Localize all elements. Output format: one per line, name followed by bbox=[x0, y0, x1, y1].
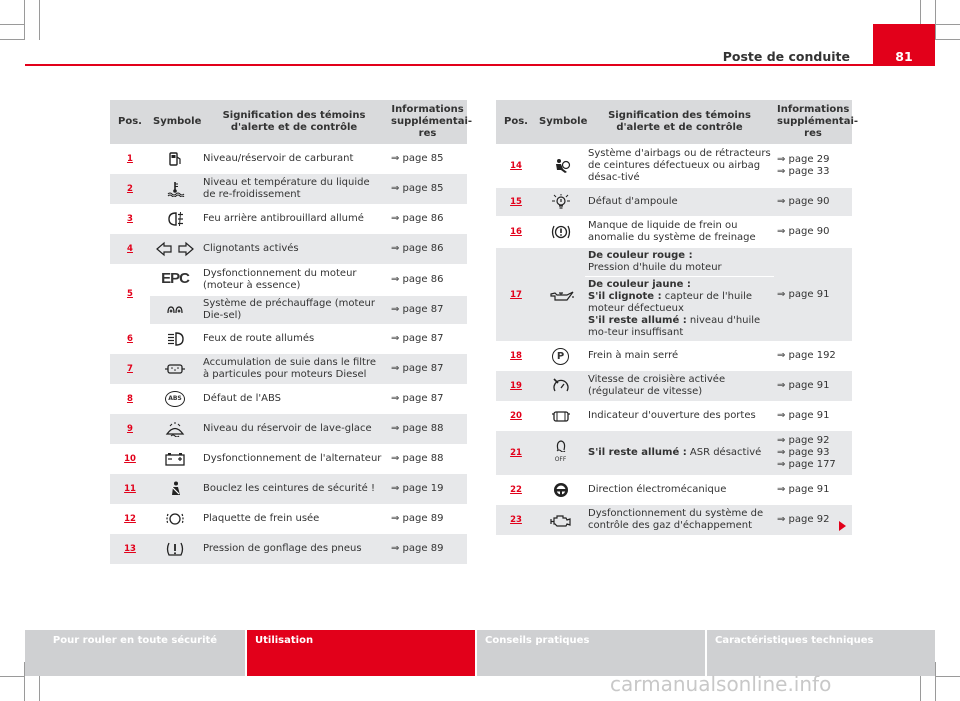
page-reference[interactable]: ⇒ page 87 bbox=[391, 333, 444, 344]
warning-text-yellow bbox=[585, 277, 774, 342]
warning-text: Dysfonctionnement du moteur (moteur à essence) bbox=[203, 268, 357, 291]
epc-icon: EPC bbox=[161, 270, 189, 287]
condition-text: niveau d'huile mo-teur insuffisant bbox=[588, 315, 761, 338]
crop-mark bbox=[935, 0, 936, 40]
page-reference[interactable]: ⇒ page 89 bbox=[388, 534, 467, 564]
page-reference[interactable]: ⇒ page 86 bbox=[388, 234, 467, 264]
warning-lights-table-right bbox=[496, 100, 859, 535]
warning-text-red bbox=[585, 248, 774, 277]
warning-text: Système de préchauffage (moteur Die-sel) bbox=[200, 296, 388, 324]
cruise-control-icon bbox=[550, 378, 572, 394]
page-reference[interactable]: ⇒ page 86 bbox=[391, 213, 444, 224]
crop-mark bbox=[0, 39, 25, 40]
warning-text: Pression de gonflage des pneus bbox=[200, 534, 388, 564]
page-reference[interactable]: ⇒ page 90 bbox=[777, 226, 830, 237]
position-number: 17 bbox=[510, 289, 522, 300]
page-reference[interactable]: ⇒ page 29 ⇒ page 33 bbox=[777, 154, 830, 177]
page-reference[interactable]: ⇒ page 91 bbox=[777, 410, 830, 421]
page-header-title: Poste de conduite bbox=[722, 49, 850, 64]
position-number: 18 bbox=[510, 351, 522, 361]
watermark: carmanualsonline.info bbox=[610, 672, 832, 696]
table-row bbox=[110, 474, 467, 504]
nav-tab-operation[interactable]: Utilisation bbox=[247, 630, 475, 676]
position-number: 9 bbox=[127, 424, 133, 434]
table-row bbox=[110, 234, 467, 264]
page-reference[interactable]: ⇒ page 88 bbox=[391, 453, 444, 464]
warning-text: Vitesse de croisière activée (régulateur de vitesse) bbox=[585, 371, 774, 401]
abs-icon bbox=[165, 391, 185, 407]
page-reference[interactable]: ⇒ page 85 bbox=[391, 153, 444, 164]
rear-fog-light-icon bbox=[164, 211, 186, 227]
position-number: 10 bbox=[124, 454, 136, 464]
warning-text: Plaquette de frein usée bbox=[203, 513, 320, 524]
table-row bbox=[110, 384, 467, 414]
continue-arrow-icon bbox=[839, 521, 846, 531]
table-row bbox=[110, 264, 467, 296]
battery-icon bbox=[164, 451, 186, 467]
col-header-pos: Pos. bbox=[496, 100, 536, 144]
page-reference[interactable]: ⇒ page 91 bbox=[774, 248, 852, 341]
tyre-pressure-icon bbox=[164, 541, 186, 557]
high-beam-icon bbox=[164, 331, 186, 347]
page-reference[interactable]: ⇒ page 87 bbox=[391, 393, 444, 404]
page-reference[interactable]: ⇒ page 88 bbox=[388, 414, 467, 444]
table-row bbox=[496, 248, 852, 277]
position-number: 20 bbox=[510, 411, 522, 421]
col-header-symbol: Symbole bbox=[150, 100, 200, 144]
particulate-filter-icon bbox=[164, 361, 186, 377]
position-number: 22 bbox=[510, 485, 522, 495]
asr-off-icon-label: OFF bbox=[554, 456, 567, 463]
position-number: 5 bbox=[127, 289, 133, 299]
parking-brake-icon-label: P bbox=[556, 350, 565, 362]
table-row bbox=[496, 216, 852, 248]
brake-pad-wear-icon bbox=[164, 511, 186, 527]
condition-label: S'il clignote : bbox=[588, 291, 662, 302]
page-reference[interactable]: ⇒ page 90 bbox=[774, 188, 852, 216]
door-open-icon bbox=[550, 408, 572, 424]
table-row bbox=[110, 504, 467, 534]
table-row bbox=[110, 204, 467, 234]
position-number: 4 bbox=[127, 244, 133, 254]
warning-text: Niveau du réservoir de lave-glace bbox=[200, 414, 388, 444]
table-row bbox=[496, 371, 852, 401]
page-reference[interactable]: ⇒ page 91 bbox=[777, 484, 830, 495]
glow-plug-icon bbox=[164, 302, 186, 318]
table-row bbox=[496, 401, 852, 431]
crop-mark bbox=[935, 676, 960, 677]
condition-text: ASR désactivé bbox=[686, 447, 762, 458]
turn-signal-arrows-icon bbox=[155, 241, 195, 257]
crop-mark bbox=[0, 24, 25, 25]
brake-system-icon bbox=[550, 224, 572, 240]
page-reference[interactable]: ⇒ page 91 bbox=[774, 371, 852, 401]
condition-label: De couleur jaune : bbox=[588, 279, 691, 290]
page-reference[interactable]: ⇒ page 19 bbox=[388, 474, 467, 504]
position-number: 12 bbox=[124, 514, 136, 524]
table-row bbox=[110, 296, 467, 324]
position-number: 3 bbox=[127, 214, 133, 224]
warning-text: Bouclez les ceintures de sécurité ! bbox=[200, 474, 388, 504]
airbag-icon bbox=[550, 158, 572, 174]
warning-text: Feu arrière antibrouillard allumé bbox=[203, 213, 364, 224]
position-number: 15 bbox=[510, 197, 522, 207]
warning-text: Défaut de l'ABS bbox=[203, 393, 282, 404]
table-row bbox=[496, 144, 852, 188]
position-number: 14 bbox=[510, 161, 522, 171]
table-row bbox=[110, 534, 467, 564]
col-header-symbol: Symbole bbox=[536, 100, 585, 144]
page-number: 81 bbox=[873, 24, 935, 65]
nav-tab-technical-data[interactable]: Caractéristiques techniques bbox=[707, 630, 935, 676]
position-number: 21 bbox=[510, 448, 522, 458]
table-row bbox=[110, 354, 467, 384]
col-header-meaning: Signification des témoins d'alerte et de contrôle bbox=[200, 100, 388, 144]
warning-text: Frein à main serré bbox=[588, 350, 679, 361]
position-number: 11 bbox=[124, 484, 136, 494]
warning-text: Défaut d'ampoule bbox=[585, 188, 774, 216]
warning-text: Indicateur d'ouverture des portes bbox=[588, 410, 756, 421]
table-row bbox=[496, 188, 852, 216]
asr-off-icon bbox=[550, 440, 572, 452]
position-number: 6 bbox=[127, 334, 133, 344]
table-row bbox=[110, 144, 467, 174]
warning-text: Niveau et température du liquide de re-froidissement bbox=[200, 174, 388, 204]
fuel-pump-icon bbox=[164, 151, 186, 167]
condition-text: capteur de l'huile moteur défectueux bbox=[588, 291, 753, 314]
warning-text: Dysfonctionnement de l'alternateur bbox=[203, 453, 382, 464]
oil-can-icon bbox=[547, 287, 575, 303]
footer-navigation bbox=[25, 630, 935, 676]
condition-label: S'il reste allumé : bbox=[588, 315, 687, 326]
col-header-pos: Pos. bbox=[110, 100, 150, 144]
col-header-info: Informations supplémentai-res bbox=[388, 100, 467, 144]
seat-belt-icon bbox=[164, 481, 186, 497]
header-rule bbox=[25, 64, 935, 66]
warning-text: Direction électromécanique bbox=[588, 484, 727, 495]
position-number: 8 bbox=[127, 394, 133, 404]
table-row bbox=[496, 431, 852, 475]
position-number: 7 bbox=[127, 364, 133, 374]
abs-icon-label: ABS bbox=[168, 395, 182, 402]
crop-mark bbox=[39, 0, 40, 40]
engine-check-icon bbox=[550, 512, 572, 528]
col-header-meaning: Signification des témoins d'alerte et de contrôle bbox=[585, 100, 774, 144]
steering-wheel-icon bbox=[550, 482, 572, 498]
table-row bbox=[110, 324, 467, 354]
parking-brake-icon bbox=[552, 348, 569, 365]
table-row bbox=[110, 444, 467, 474]
crop-mark bbox=[935, 662, 936, 701]
warning-text: Niveau/réservoir de carburant bbox=[203, 153, 354, 164]
crop-mark bbox=[935, 39, 960, 40]
table-row bbox=[110, 174, 467, 204]
warning-lights-table-left bbox=[110, 100, 473, 564]
condition-text: Pression d'huile du moteur bbox=[588, 262, 722, 273]
crop-mark bbox=[24, 0, 25, 40]
col-header-info: Informations supplémentai-res bbox=[774, 100, 852, 144]
page-reference[interactable]: ⇒ page 86 bbox=[391, 274, 444, 285]
position-number: 23 bbox=[510, 515, 522, 525]
position-number: 13 bbox=[124, 544, 136, 554]
warning-text bbox=[585, 431, 774, 475]
condition-label: S'il reste allumé : bbox=[588, 447, 687, 458]
warning-text: Accumulation de suie dans le filtre à particules pour moteurs Diesel bbox=[200, 354, 388, 384]
page-reference[interactable]: ⇒ page 89 bbox=[391, 513, 444, 524]
position-number: 2 bbox=[127, 184, 133, 194]
coolant-temperature-icon bbox=[164, 181, 186, 197]
bulb-fault-icon bbox=[550, 194, 572, 210]
warning-text: Feux de route allumés bbox=[203, 333, 315, 344]
crop-mark bbox=[0, 676, 25, 677]
condition-label: De couleur rouge : bbox=[588, 250, 693, 261]
nav-tab-tips[interactable]: Conseils pratiques bbox=[477, 630, 705, 676]
position-number: 19 bbox=[510, 381, 522, 391]
table-row bbox=[496, 475, 852, 505]
position-number: 16 bbox=[510, 227, 522, 237]
page-reference[interactable]: ⇒ page 87 bbox=[388, 354, 467, 384]
washer-fluid-icon bbox=[164, 421, 186, 437]
page-reference[interactable]: ⇒ page 85 bbox=[388, 174, 467, 204]
page-reference[interactable]: ⇒ page 87 bbox=[388, 296, 467, 324]
page-reference[interactable]: ⇒ page 192 bbox=[777, 350, 836, 361]
table-row bbox=[110, 414, 467, 444]
position-number: 1 bbox=[127, 154, 133, 164]
nav-tab-safety[interactable]: Pour rouler en toute sécurité bbox=[25, 630, 245, 676]
table-row bbox=[496, 505, 852, 535]
warning-text: Manque de liquide de frein ou anomalie du système de freinage bbox=[588, 220, 756, 243]
page-reference[interactable]: ⇒ page 92 ⇒ page 93 ⇒ page 177 bbox=[774, 431, 852, 475]
warning-text: Dysfonctionnement du système de contrôle des gaz d'échappement bbox=[585, 505, 774, 535]
warning-text: Clignotants activés bbox=[200, 234, 388, 264]
crop-mark bbox=[935, 24, 960, 25]
table-row bbox=[496, 341, 852, 371]
page-reference[interactable]: ⇒ page 92 bbox=[774, 505, 852, 535]
warning-text: Système d'airbags ou de rétracteurs de ceintures défectueux ou airbag désac-tivé bbox=[588, 148, 771, 183]
